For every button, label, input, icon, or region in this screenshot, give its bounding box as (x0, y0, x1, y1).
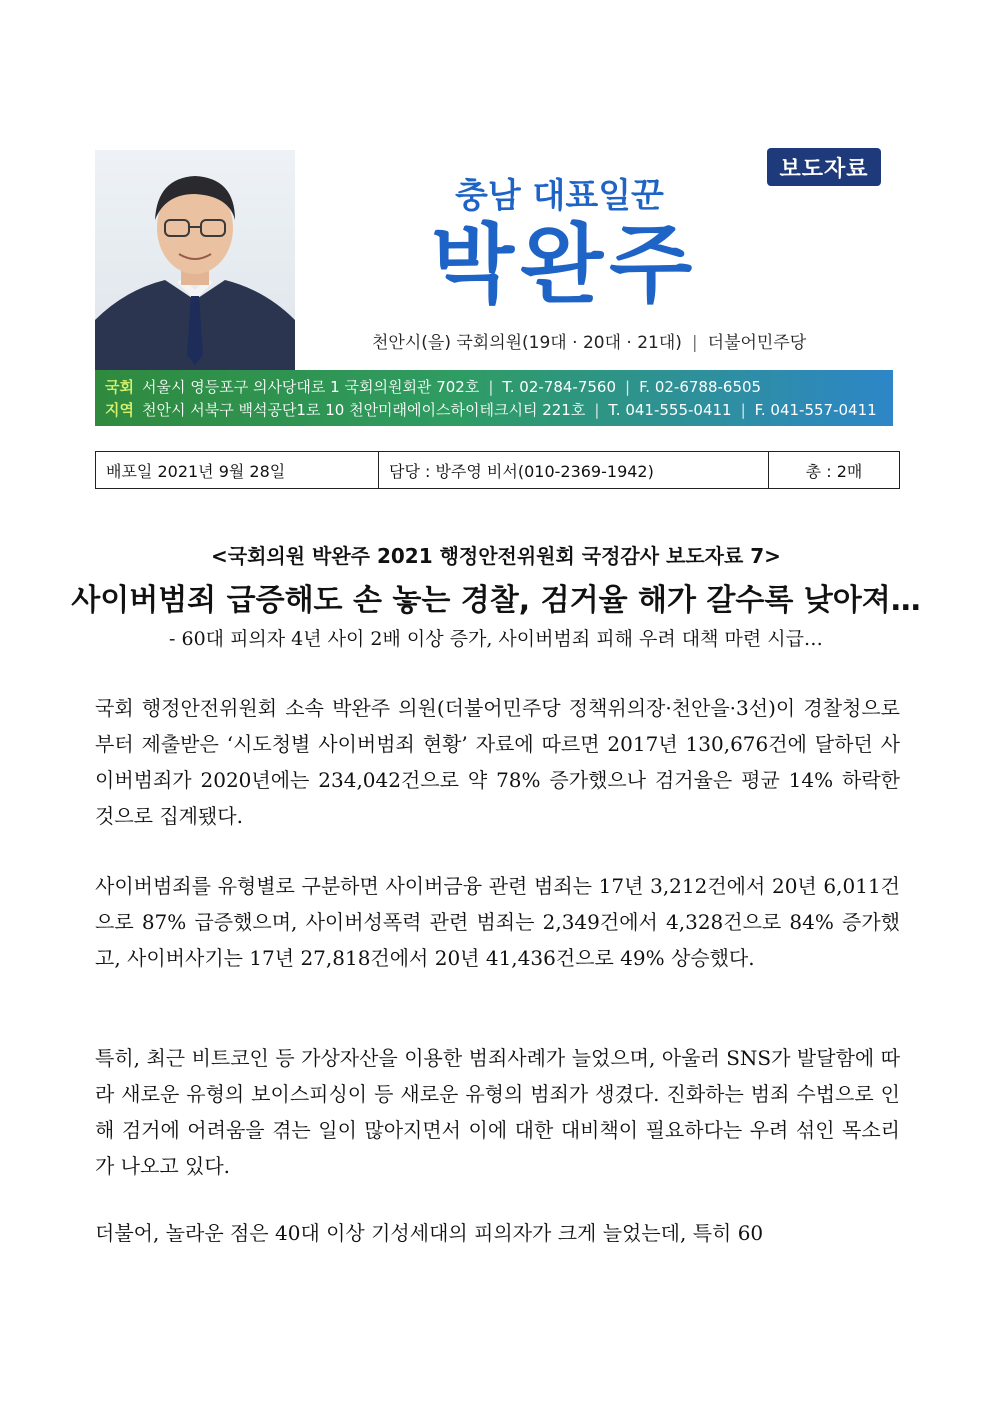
contact-line-assembly: 국회 서울시 영등포구 의사당대로 1 국회의원회관 702호 | T. 02-784-7560 | F. 02-6788-6505 (105, 378, 762, 396)
article-paragraph: 사이버범죄를 유형별로 구분하면 사이버금융 관련 범죄는 17년 3,212건에서 20년 6,011건으로 87% 급증했으며, 사이버성폭력 관련 범죄는 2,349건에서 4,328건으로 84% 증가했고, 사이버사기는 17년 27,818건에서 20년 41,436건으로 49% 상승했다. (95, 874, 900, 970)
contact-tel: T. 041-555-0411 (608, 401, 732, 419)
contact-fax: F. 02-6788-6505 (639, 378, 762, 396)
article-paragraph: 국회 행정안전위원회 소속 박완주 의원(더불어민주당 정책위의장·천안을·3선)이 경찰청으로부터 제출받은 ‘시도청별 사이버범죄 현황’ 자료에 따르면 2017년 130,676건에 달하던 사이버범죄가 2020년에는 234,042건으로 약 78% 증가했으나 검거율은 평균 14% 하락한 것으로 집계됐다. (95, 696, 900, 828)
article-subhead: - 60대 피의자 4년 사이 2배 이상 증가, 사이버범죄 피해 우려 대책 마련 시급… (169, 628, 823, 650)
party-text: 더불어민주당 (707, 333, 807, 353)
article-kicker: <국회의원 박완주 2021 행정안전위원회 국정감사 보도자료 7> (211, 544, 781, 568)
divider: | (691, 333, 698, 353)
contact-address: 천안시 서북구 백석공단1로 10 천안미래에이스하이테크시티 221호 (141, 401, 586, 419)
release-info-table (95, 451, 900, 489)
politician-name: 박완주 (431, 215, 699, 315)
role-text: 천안시(을) 국회의원(19대 · 20대 · 21대) (372, 333, 682, 353)
article-headline: 사이버범죄 급증해도 손 놓는 경찰, 검거율 해가 갈수록 낮아져… (71, 583, 921, 618)
contact-line-district: 지역 천안시 서북구 백석공단1로 10 천안미래에이스하이테크시티 221호 | T. 041-555-0411 | F. 041-557-0411 (105, 401, 877, 419)
press-header (95, 140, 893, 430)
contact-address: 서울시 영등포구 의사당대로 1 국회의원회관 702호 (141, 378, 480, 396)
portrait-photo (95, 150, 295, 385)
contact-label: 지역 (105, 401, 134, 419)
contact-fax: F. 041-557-0411 (754, 401, 877, 419)
release-date: 배포일 2021년 9월 28일 (96, 452, 379, 488)
contact-tel: T. 02-784-7560 (502, 378, 617, 396)
portrait-illustration (95, 150, 295, 385)
role-subtitle (372, 328, 806, 353)
slogan: 충남 대표일꾼 (455, 176, 664, 216)
page-count: 총 : 2매 (805, 461, 863, 481)
contact-label: 국회 (105, 378, 134, 396)
contact-bar (95, 370, 893, 426)
press-release-badge: 보도자료 (767, 148, 881, 186)
contact-person: 담당 : 방주영 비서(010-2369-1942) (379, 452, 769, 488)
article-paragraph: 더불어, 놀라운 점은 40대 이상 기성세대의 피의자가 크게 늘었는데, 특히 60 (95, 1221, 764, 1245)
article-paragraph: 특히, 최근 비트코인 등 가상자산을 이용한 범죄사례가 늘었으며, 아울러 SNS가 발달함에 따라 새로운 유형의 보이스피싱이 등 새로운 유형의 범죄가 생겼다. 진화하는 범죄 수법으로 인해 검거에 어려움을 겪는 일이 많아지면서 이에 대한 대비책이 필요하다는 우려 섞인 목소리가 나오고 있다. (95, 1046, 900, 1178)
